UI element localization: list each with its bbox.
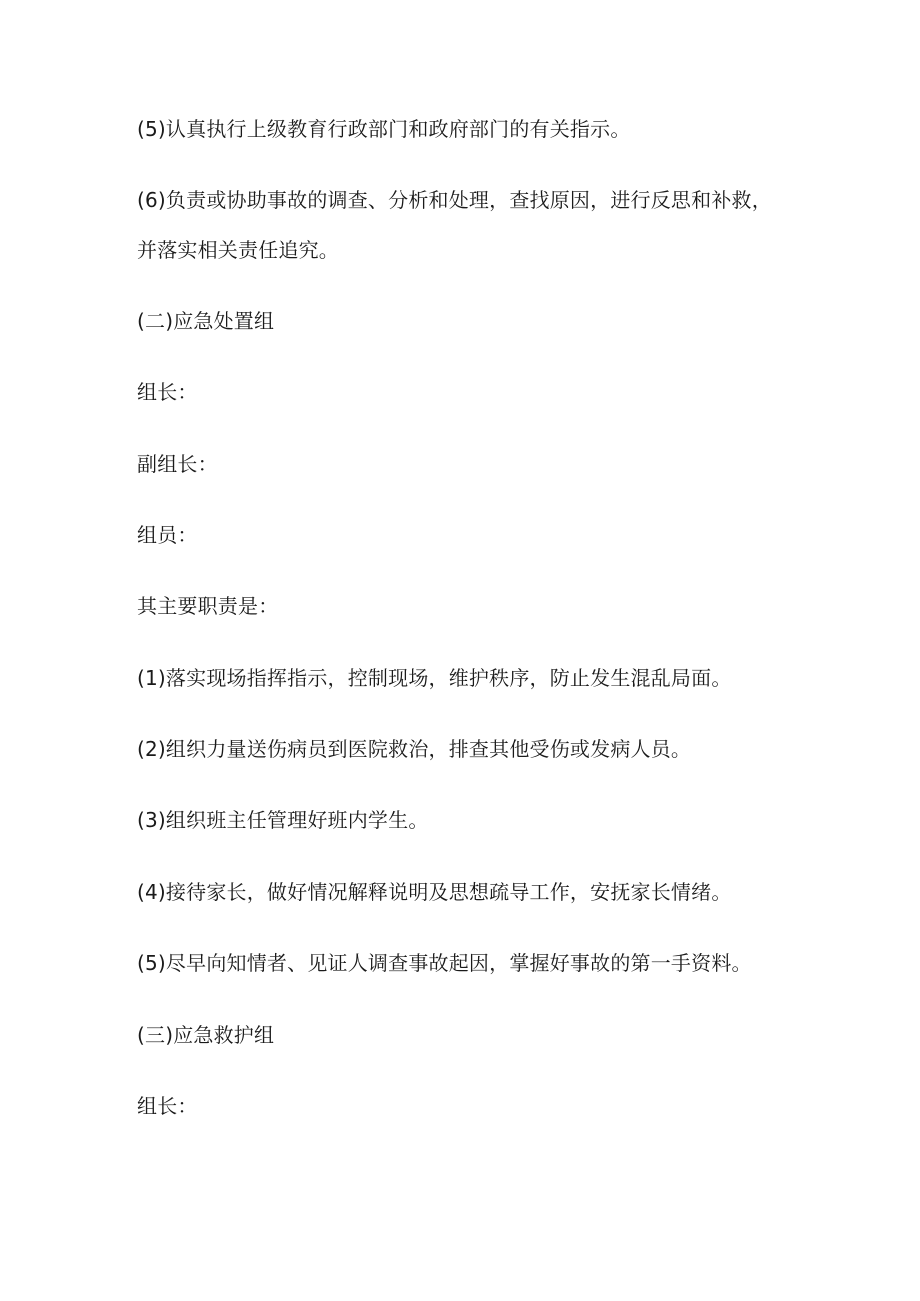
paragraph-handling-duty-1: (1)落实现场指挥指示，控制现场，维护秩序，防止发生混乱局面。 bbox=[137, 666, 732, 690]
paragraph-duty-5: (5)认真执行上级教育行政部门和政府部门的有关指示。 bbox=[137, 117, 631, 141]
paragraph-handling-duty-3: (3)组织班主任管理好班内学生。 bbox=[137, 808, 429, 832]
section-heading-emergency-handling-group: (二)应急处置组 bbox=[137, 309, 275, 333]
members-label: 组员： bbox=[137, 523, 198, 547]
paragraph-handling-duty-2: (2)组织力量送伤病员到医院救治，排查其他受伤或发病人员。 bbox=[137, 737, 692, 761]
paragraph-handling-duty-4: (4)接待家长，做好情况解释说明及思想疏导工作，安抚家长情绪。 bbox=[137, 880, 732, 904]
main-duties-label: 其主要职责是： bbox=[137, 594, 279, 618]
deputy-leader-label: 副组长： bbox=[137, 452, 218, 476]
paragraph-duty-6-continued: 并落实相关责任追究。 bbox=[137, 238, 339, 262]
group-leader-label: 组长： bbox=[137, 380, 198, 404]
paragraph-duty-6: (6)负责或协助事故的调查、分析和处理，查找原因，进行反思和补救， bbox=[137, 188, 772, 212]
section-heading-emergency-rescue-group: (三)应急救护组 bbox=[137, 1023, 275, 1047]
paragraph-handling-duty-5: (5)尽早向知情者、见证人调查事故起因，掌握好事故的第一手资料。 bbox=[137, 951, 752, 975]
rescue-group-leader-label: 组长： bbox=[137, 1094, 198, 1118]
